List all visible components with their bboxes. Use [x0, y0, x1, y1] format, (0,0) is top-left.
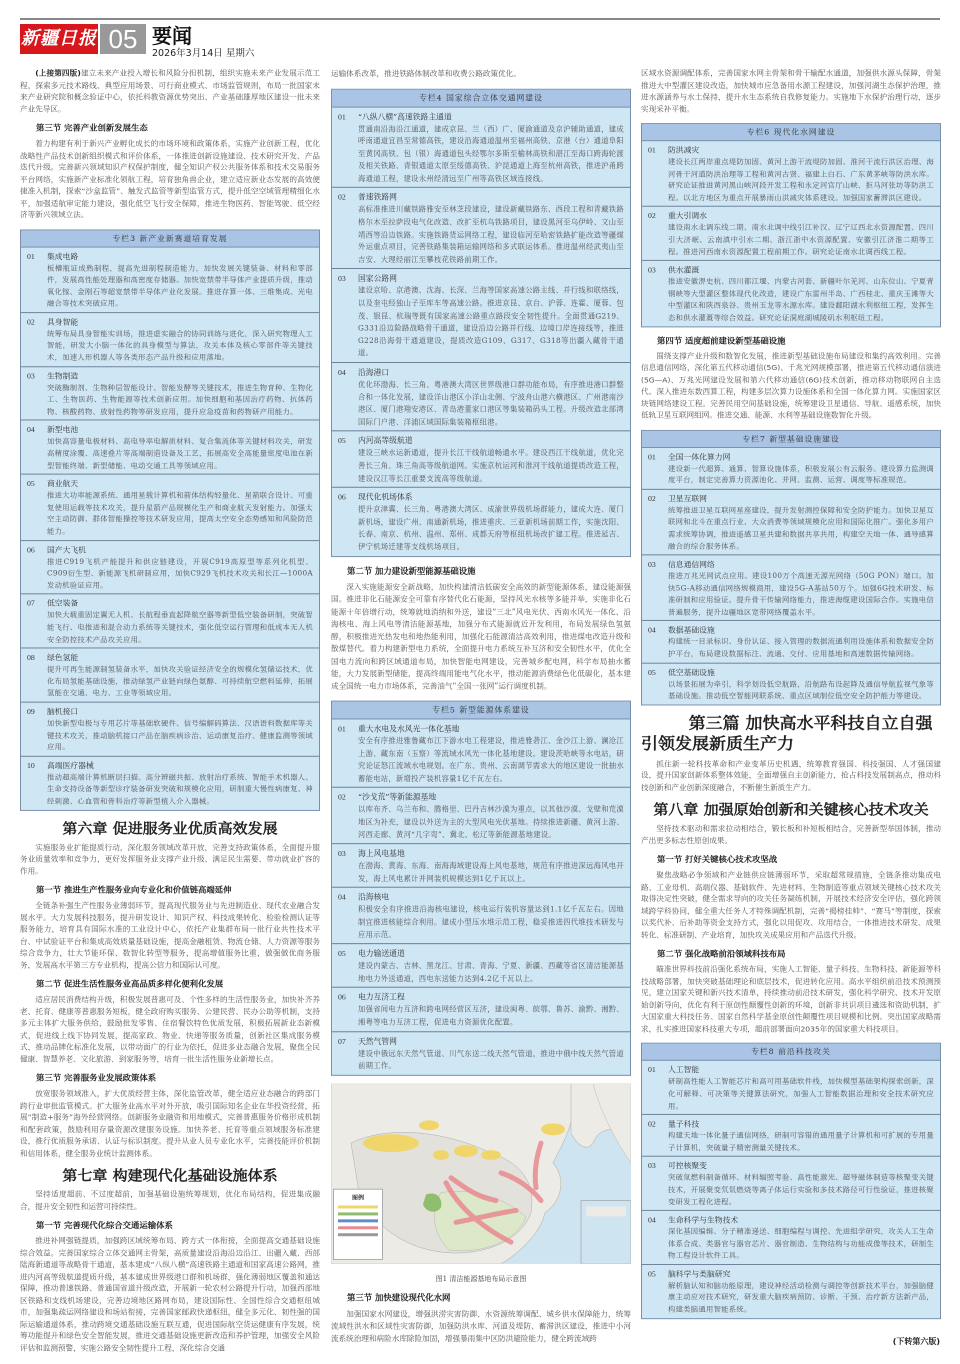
column-1 [20, 68, 320, 1356]
box-item [642, 448, 940, 490]
box-item-title: 量子科技 [668, 1119, 700, 1129]
box-item-text: 建设新一代超算、通算、智算设施体系，积极发展公有云服务。建设算力监测调度平台，制定完善算力资源池化、并网、监测、运营、调度等标准规范。 [668, 463, 934, 485]
box-item-number: 05 [338, 949, 346, 959]
box-item-heading [648, 624, 934, 636]
box-item-heading [648, 1160, 934, 1172]
box-item-number: 02 [338, 793, 346, 802]
map-legend [333, 1188, 383, 1259]
paragraph: 围绕支撑产业升级和数智化发展，推进新型基础设施布局建设和集约高效利用。完善信息通信网络，深化第五代移动通信(5G)、千兆光网规模部署，推进第五代移动通信演进(5G—A)、万兆光网建设发展和第六代移动通信(6G)技术创新，推动移动物联网自主迭代。深入推进东数西算工程，构建多层次算力设施体系和全国一体化算力网。实施国家区块链网络建设工程。完善民用空间基础设施，统筹建设卫星通信、导航、遥感系统，加快低轨卫星互联网组网。推进交通、能源、水利等基础设施数智化升级。 [641, 351, 941, 420]
solar-wind-base-6 [433, 1150, 449, 1160]
box-item [642, 621, 940, 663]
box-item [642, 555, 940, 621]
box-item-text: 安全有序推进雅鲁藏布江下游水电工程建设，推进雅砻江、金沙江上游、澜沧江上游、藏东南（玉察）等流域水风光一体化基地建设。建设茨哈峡等水电站，研究论证怒江流域水电规划。在广东、贵州、云南调节需求大的地区建设一批抽水蓄能电站，新增投产装机容量1亿千瓦左右。 [358, 736, 624, 783]
box-item [332, 888, 630, 944]
box-item-heading [338, 1035, 624, 1048]
box-item-number: 09 [27, 707, 35, 716]
box-item-number: 03 [338, 274, 346, 284]
box-item-number: 04 [648, 626, 656, 635]
box-item-number: 02 [648, 1119, 656, 1129]
box-item [642, 261, 940, 326]
box-item-number: 01 [648, 1065, 656, 1075]
box-item-heading [27, 544, 313, 556]
box-item-text: 构建天地一体化量子通信网络，研制可容错的通用量子计算机和可扩展的专用量子计算机，突破量子精密测量关键技术。 [668, 1131, 934, 1152]
box-item [21, 541, 319, 595]
box-item-heading [27, 598, 313, 610]
page-number: 05 [100, 24, 146, 54]
box-item-number: 05 [27, 479, 35, 489]
box-item-text: 解析脑认知和脑功能原理，建设神经活动检测与调控等创新技术平台，加强脑健康主动应对技术研究，研发重大脑疾病预防、诊断、干预、治疗新方法新产品，构建类脑通用智能系统。 [668, 1281, 934, 1314]
box-item [642, 1265, 940, 1318]
box-item-heading [27, 705, 313, 717]
box-item-heading [648, 1214, 934, 1226]
box-item [21, 367, 319, 421]
box-item-title: 脑科学与类脑研究 [668, 1269, 731, 1279]
box-item-heading [27, 759, 313, 771]
box-title: 专栏7 新型基础设施建设 [642, 430, 940, 447]
section-heading: 第三节 完善服务业发展政策体系 [36, 1073, 157, 1083]
box-item-title: 集成电路 [47, 251, 79, 261]
box-item-text: 加快新型电极与专用芯片等基础软硬件、信号编解码算法、汉语语料数据库等关键技术攻关，推动脑机接口产品在脑疾病诊治、运动康复治疗、健康监测等领域应用。 [47, 718, 313, 752]
box-item-text: 建设内蒙古、吉林、黑龙江、甘肃、青海、宁夏、新疆、西藏等省区清洁能源基地电力外送通道，西电东送能力达到4.2亿千瓦以上。 [358, 961, 624, 983]
box-item [332, 844, 630, 888]
paragraph: 运输体系改革，推进铁路体制改革和收费公路政策优化。 [331, 68, 521, 78]
box-item-heading [338, 991, 624, 1004]
box-item-number: 05 [338, 436, 346, 446]
box-item-text: 深化基因编辑、分子精准递送、细胞编程与调控、先进组学研究，攻关人工生命体系合成、类器官与器官芯片、器官制造、生物结构与功能成像等技术，研制生物工程设计软件工具。 [668, 1227, 934, 1260]
box-item-title: 信息通信网络 [668, 560, 715, 569]
box-item-title: 国家公路网 [358, 274, 397, 284]
box-item-number: 02 [27, 317, 35, 327]
box-item-title: 新型电池 [47, 425, 79, 435]
box-item-text: 在渤海、黄海、东海、南海海域建设海上风电基地，规范有序推进深远海风电开发，海上风电累计并网装机规模达到1亿千瓦以上。 [358, 861, 624, 883]
box-item-heading [338, 791, 624, 804]
solar-wind-base-1 [363, 1134, 419, 1152]
box-item-title: 电力输送通道 [358, 949, 405, 959]
lead-paragraph [20, 68, 320, 116]
box-item-number: 04 [338, 367, 346, 377]
box-item-number: 10 [27, 761, 35, 770]
column-3 [641, 68, 941, 1326]
box-item-heading [338, 847, 624, 860]
paragraph: 着力构建有利于新兴产业孵化成长的市场环境和政策体系，实施产业创新工程，优化战略性产品技术创新组织模式和评价体系，一体推进创新设施建设、技术研究开发、产品迭代升级。完善新兴领域知识产权保护制度，健全知识产权公共服务体系和技术交易服务平台网络，实施新产业标准化领航工程，培育独角兽企业，建立适应新业态发展的高效便捷准入机制，探索“沙盒监管”、触发式监管等新型监管方式，提升低空空域管理精细化水平，加强适航审定能力建设，强化低空飞行安全保障，推进生物医药、智能驾驶、低空经济等新兴领域立法。 [20, 139, 320, 220]
section-heading: 第二节 强化战略前沿领域科技布局 [657, 948, 786, 959]
solar-wind-base-5 [541, 1123, 565, 1135]
box-item-text: 推进C919飞机产能提升和供应链建设，开展C919高原型等系列化机型、C909衍生型、新能源飞机研制应用，加快C929飞机技术攻关和长江—1000A发动机验证应用。 [47, 556, 313, 590]
section-heading: 第一节 打好关键核心技术攻坚战 [657, 854, 778, 865]
masthead [20, 14, 940, 59]
box-item-heading [648, 450, 934, 462]
feature-box-4 [331, 88, 631, 556]
clean-energy-map [331, 1083, 631, 1263]
box-item-title: 国产大飞机 [47, 545, 86, 555]
box-item-number: 03 [27, 371, 35, 381]
box-item-text: 以库布齐、乌兰布和、腾格里、巴丹吉林沙漠为重点，以其他沙漠、戈壁和荒漠地区为补充，建设以外送为主的大型风电光伏基地。持续推进新疆、黄河上游、河西走廊、黄河“几字弯”、冀北、松辽等新能源基地建设。 [358, 804, 624, 839]
box-item-number: 04 [27, 425, 35, 435]
box-item-text: 优化环渤海、长三角、粤港澳大湾区世界级港口群功能布局，有序推进港口群整合和一体化发展，建设洋山港区小洋山北侧、宁波舟山港六横港区、广州港南沙港区、厦门港翔安港区、青岛港董家口港区等集装箱码头工程。升级改造北部湾国际门户港、洋浦区域国际集装箱枢纽港。 [358, 379, 624, 427]
box-item [642, 1211, 940, 1265]
box-item-number: 01 [648, 145, 656, 155]
box-item-title: 数据基础设施 [668, 626, 715, 635]
feature-box-6 [641, 123, 941, 327]
paragraph: 全链条补强生产性服务业薄弱环节，提高现代服务业与先进制造业、现代农业融合发展水平。大力发展科技服务，提升研发设计、知识产权、科技成果转化、检验检测认证等服务能力，培育具有国际水准的工业设计中心，依托产业集群布局一批行业共性技术平台、中试验证平台和集成高效质量基础设施，提高金融租赁、物流仓储、人力资源等服务综合竞争力，壮大节能环保、数智化转型等服务，提高增值服务比重，做强做优商务服务，发展高水平第三方专业机构，提高公信力和国际认可度。 [20, 901, 320, 970]
paragraph: 坚持技术驱动和需求拉动相结合，锻长板和补短板相结合，完善新型举国体制，推动产出更多标志性原创成果。 [641, 824, 941, 845]
box-item-text: 建设中俄远东天然气管道、川气东送二线天然气管道，推进中俄中线天然气管道前期工作。 [358, 1048, 624, 1071]
box-item-heading [27, 316, 313, 328]
box-item [642, 1157, 940, 1211]
box-item-heading [27, 651, 313, 663]
box-item [332, 719, 630, 788]
box-item-heading [27, 424, 313, 436]
section-heading: 第一节 推进生产性服务业向专业化和价值链高端延伸 [36, 885, 232, 895]
box-item-text: 突破氚燃料制备循环、材料辐照考验、高性能激光、超导磁体制造等核聚变关键技术，开展聚变氘氚燃烧等离子体运行实验和多技术路径可行性验证，推进核聚变研发工程化进程。 [668, 1173, 934, 1206]
box-item-text: 构建统一目录标识、身份认证、接入管理的数据流通利用设施体系和数据安全防护平台，布局建设数据标注、流通、交付、应用基地和高速数据传输网络。 [668, 637, 934, 659]
issue-date: 2026年3月14日 星期六 [152, 48, 255, 59]
box-item-text: 高标准推进川藏铁路雅安至林芝段建设，建设新藏铁路东、西段工程和青藏铁路格尔木至拉萨段电气化改造、改扩至杭乌铁路项目，建设黑河至乌伊岭、文山至靖西等沿边铁路。实施铁路货运网络工程，建设临河至哈密铁路扩能改造等疆煤外运重点项目，完善铁路集装箱运输网络和多式联运体系。推进温州经武夷山至吉安、大理经丽江至攀枝花铁路前期工作。 [358, 205, 624, 264]
box-item-title: 生物制造 [47, 371, 79, 381]
box-item-number: 05 [648, 668, 656, 677]
feature-box-7 [641, 430, 941, 706]
box-item-text: 推进大功率能源系统、通用星载计算机和箭体结构轻量化、星箭联合设计、可重复使用运载等技术攻关，提升星箭产品规模化生产和商业航天发射能力。加强太空主动防御、群体智能操控等技术研发应用，提高太空安全态势感知和风险防范能力。 [47, 490, 313, 536]
box-item-text: 提升京津冀、长三角、粤港澳大湾区、成渝世界级机场群能力，建成大连、厦门新机场，建设广州、南通新机场，推进重庆、三亚新机场前期工作，实施沈阳、长春、南京、杭州、温州、郑州、成都天府等枢纽机场改扩建工程。推进延吉、伊宁机场迁建等支线机场项目。 [358, 504, 624, 552]
box-item-number: 01 [338, 724, 346, 734]
box-item-number: 05 [648, 1269, 656, 1279]
box-item-text: 突破酶制剂、生物种层智能设计、智能发酵等关键技术，推进生物育种、生物化工、生物医药、生物能源等技术创新应用。加快细胞和基因治疗药物、抗体药物、核酸药物、放射性药物等研发应用，提升应急疫苗和药物研产用能力。 [47, 383, 313, 416]
box-item [21, 703, 319, 757]
box-item-title: 具身智能 [47, 317, 79, 327]
box-item-title: 海上风电基地 [358, 849, 405, 859]
box-item-number: 06 [27, 545, 35, 555]
box-item-text: 推动超高端计算机断层扫描、高分辨磁共振、放射治疗系统、智能手术机器人、生命支持设备等新型诊疗装备研发突破和规模化应用，研制重大慢性病康复、神经刺激、心血管和骨科治疗等新型植入介入器械。 [47, 772, 313, 806]
chapter-heading: 第七章 构建现代化基础设施体系 [62, 1167, 278, 1185]
box-item-heading [648, 666, 934, 678]
box-item-title: 绿色氢能 [47, 653, 79, 662]
paragraph: 区域水资源调配体系，完善国家水网主骨架和骨干输配水通道，加强供水源头保障，骨架推进大中型灌区建设改造，加快城市应急备用水源工程建设，加强河湖生态保护治理，推进水源涵养与水土保持，提升水生态系统自我修复能力。实施地下水保护治理行动，逐步实现采补平衡。 [641, 68, 941, 114]
box-item-title: 全国一体化算力网 [668, 452, 731, 461]
paragraph: 实施服务业扩能提质行动，深化服务领域改革开放，完善支持政策体系，全面提升服务业质量效率和竞争力，更好发挥服务业支撑产业升级、满足民生需要、带动就业扩容的作用。 [20, 842, 320, 876]
section-heading: 第三节 加快建设现代化水网 [347, 1292, 451, 1303]
box-title: 专栏6 现代化水网建设 [642, 124, 940, 141]
box-item-title: 生命科学与生物技术 [668, 1215, 739, 1225]
feature-box-5 [331, 701, 631, 1076]
box-item-text: 提升可再生能源制氢装备水平，加快攻关验证经济安全的规模化氢储运技术，优化布局氢能基础设施，推动绿氢产业链向绿色氨醇、可持续航空燃料延伸，拓展氢能在交通、电力、工业等领域应用。 [47, 664, 313, 698]
paragraph: 放宽服务领域准入，扩大优质经营主体，深化监管改革，健全适应业态融合的跨部门跨行业审批监管模式。扩大服务业高水平对外开放，吸引国际知名企业在华投资经营，拓展“制造+服务”海外经营网络。创新服务业融资和用地模式，完善普惠服务价格形成机制和配套政策，鼓励利用存量资源改建服务设施。加快养老、托育等重点领域服务标准建设，推行优质服务承诺、认证与标识制度。提升从业人员专业化水平，完善技能评价机制和信用体系，健全服务业统计监测体系。 [20, 1089, 320, 1158]
box-item [332, 432, 630, 488]
box-item-title: 低空基础设施 [668, 668, 715, 677]
box-item [332, 363, 630, 432]
box-item [642, 141, 940, 207]
paragraph: 适应居民消费结构升级，积极发展普惠可及、个性多样的生活性服务业，加快补齐养老、托育、健康等普惠服务短板，健全政府购买服务、公建民营、民办公助等机制，支持多元主体扩大服务供给，鼓励批发零售、住宿餐饮特色优质发展，积极拓展新业态新模式，促进线上线下协同发展，提高家政、物业、快递等服务质量，创新社区集成服务模式，推动品牌化标准化发展，以带动面广的行业为依托，促进多业态融合发展，聚焦全民健康、智慧养老、文化旅游、到家服务等，培育一批生活性服务业新增长点。 [20, 995, 320, 1064]
box-item-title: 供水灌溉 [668, 265, 700, 275]
box-item-heading [648, 1268, 934, 1280]
paragraph: 加强国家水网建设，增强洪涝灾害防御、水资源统筹调配、城乡供水保障能力，统筹流域性洪水和区域性灾害防御，加强防洪水库、河道及堤防、蓄滞洪区建设，推进中小河流系统治理和病险水库除险加固，增强暴雨集中区防洪避险能力，健全跨流域跨 [331, 1309, 631, 1343]
box-title: 专栏4 国家综合立体交通网建设 [332, 89, 630, 107]
section-heading: 第三节 完善产业创新发展生态 [36, 123, 148, 133]
legend-title: 图例 [351, 1194, 364, 1202]
box-item-heading [648, 264, 934, 276]
box-item [21, 595, 319, 649]
box-item-title: 人工智能 [668, 1065, 700, 1075]
box-item [21, 313, 319, 367]
box-item-heading [648, 144, 934, 156]
box-item [21, 649, 319, 703]
box-title: 专栏8 前沿科技攻关 [642, 1044, 940, 1061]
box-item-number: 03 [648, 560, 656, 569]
box-item [642, 207, 940, 261]
box-item [332, 269, 630, 363]
box-item-heading [648, 210, 934, 222]
box-item-title: 现代化机场体系 [358, 492, 413, 502]
box-item-number: 02 [648, 211, 656, 221]
box-item [21, 421, 319, 475]
box-item-heading [338, 491, 624, 504]
box-item-text: 建设三峡水运新通道，提升长江干线航道畅通水平。建设西江干线航道，优化完善长三角、珠三角高等级航道网。实施京杭运河和淮河干线航道提质改造工程，建设汉江等长江重要支流高等级航道。 [358, 448, 624, 483]
box-item-title: “八纵八横”高速铁路主通道 [358, 112, 452, 121]
box-item-text: 积极安全有序推进沿海核电建设，核电运行装机容量达到1.1亿千瓦左右。因地制宜推进核能综合利用。建成小型压水堆示范工程，稳妥推进四代堆技术研发与应用示范。 [358, 904, 624, 939]
section-title: 要闻 [152, 24, 192, 48]
box-item-text: 贯通南沿海沿江通道，建成京昆、兰（西）广、厦渝通道及京沪辅助通道，建成呼南通道宜昌至常德高铁，建设沿海通道温州至福州高铁、京港（台）通道阜阳至黄冈高铁、包（银）海通道包头经鄂尔多斯至榆林高铁和湛江至海口跨海轮渡及相关铁路、青银通道太原至绥德高铁、沪昆通道上海至杭州高铁，推进沪甬跨海通道工程，建设永州经清远至广州等高铁区域连接线。 [358, 123, 624, 183]
box-item-text: 建设长江两岸重点堤防加固、黄河上游干流堤防加固、淮河干流行洪区治理、海河骨干河道防洪治理等工程和黄河古贤、福建上白石、广东黄茅峡等防洪水库。研究论证推进黄河黑山峡河段开发工程和永定河官厅山峡、拒马河张坊等防洪工程。以北方地区为重点开展暴雨山洪减灾体系建设。加强国家蓄滞洪区建设。 [668, 157, 934, 202]
box-item-number: 07 [27, 599, 35, 608]
box-item-heading [338, 891, 624, 904]
box-title: 专栏3 新产业新赛道培育发展 [21, 230, 319, 247]
box-item-text: 加快高容量电极材料、高电导率电解质材料、复合集流体等关键材料攻关，研发高精度涂覆、高速叠片等高端制造设备及工艺，拓展高安全高能量密度电池在新型智能终端、新型储能、电动交通工具等领域应用。 [47, 437, 313, 470]
box-item-heading [648, 1064, 934, 1076]
box-title: 专栏5 新型能源体系建设 [332, 702, 630, 720]
box-item-text: 板槽瓶证成熟制程，提高先进制程制造能力，加快发展关键装备、材料和零部件，发展高性能处理器和高密度存储器。加快宽禁带半导体产业提质升级，推动氧化镓、金刚石等超宽禁带半导体产业化发展。推进存算一体、三维集成、光电融合等技术突破应用。 [47, 263, 313, 308]
part-heading: 第三篇 加快高水平科技自立自强 引领发展新质生产力 [641, 713, 933, 754]
box-item-number: 03 [648, 265, 656, 275]
box-item-number: 01 [338, 112, 346, 121]
box-item-heading [338, 722, 624, 735]
newspaper-logo: 新疆日报 [20, 24, 98, 54]
box-item-heading [338, 272, 624, 285]
paragraph: 抓住新一轮科技革命和产业变革历史机遇，统筹教育强国、科技强国、人才强国建设，提升国家创新体系整体效能，全面增强自主创新能力，抢占科技发展制高点，推动科技创新和产业创新深度融合，不断催生新质生产力。 [641, 759, 941, 792]
box-item [642, 490, 940, 556]
box-item [642, 1115, 940, 1157]
box-item-heading [648, 1118, 934, 1130]
paragraph: 瞄准世界科技前沿强化系统布局，实施人工智能、量子科技、生物科技、新能源等科技战略部署，加快突破基础理论和底层技术，促进转化应用。高水平组织前沿技术预测预见，建立国家关键和新兴技术清单，持续推动前沿技术研发，强化科学研究、技术开发原始创新导向，优化有利于原创性颠覆性创新的环境，创新非共识项目遴选和资助机制，扩大国家重大科技任务、国家自然科学基金原创性颠覆性项目规模和比例。突出国家战略需求，扎实推进国家科技重大专项，超前部署面向2035年的国家重大科技项目。 [641, 965, 941, 1034]
box-item-heading [648, 492, 934, 504]
box-item-heading [338, 110, 624, 123]
box-item-heading [648, 558, 934, 570]
section-heading: 第一节 完善现代化综合交通运输体系 [36, 1220, 173, 1230]
box-item [332, 988, 630, 1032]
box-item-title: 低空装备 [47, 599, 79, 608]
box-item [332, 488, 630, 556]
section-heading: 第二节 促进生活性服务业高品质多样化便利化发展 [36, 979, 224, 989]
section-heading: 第四节 适度超前建设新型基础设施 [657, 335, 786, 345]
box-item-text: 统筹布局具身智能实训场，推进虚实融合的协同训练与进化，深入研究物理人工智能，研发大小脑一体化的具身模型与算法，攻关本体及核心零部件等关键技术，加速人形机器人等各类形态产品升级和应用落地。 [47, 329, 313, 362]
box-item-number: 08 [27, 653, 35, 662]
box-item-number: 06 [338, 993, 346, 1002]
paragraph: 推进补网强链提质，加强跨区域统筹布局、跨方式一体衔接，全面提高交通基础设施综合效益。完善国家综合立体交通网主骨架，高质量建设沿海沿边沿江、出疆入藏、西部陆海新通道等战略骨干通道，基本建成“八纵八横”高速铁路主通道和国家高速公路网，推进内河高等级航道提质升级，基本建成世界级港口群和机场群，强化薄弱地区覆盖和通达保障，推动普速铁路、普通国省道升级改造，开展新一轮农村公路提升行动，加强西部地区铁路和支线机场建设，完善边境地区路网布局，建设国际性、全国性综合交通枢纽城市，加强集疏运网络建设和场站衔接，完善国家邮政快递枢纽，健全多元化、韧性强的国际运输通道体系，推动跨境交通基础设施互联互通，促进国际航空货运健康有序发展，统筹功能提升和绿色安全智能发展，推进交通基础设施更新改造和养护管理，加强安全风险评估和监测预警，实施公路安全韧性提升工程，深化综合交通 [20, 1236, 320, 1352]
box-item-text: 建设南水北调东线二期、南水北调中线引江补汉、辽宁辽西北水资源配置、四川引大济岷、云南滇中引水二期、浙江浙中水资源配置、安徽引江济淮二期等工程。推进河西南水资源配置工程前期工作。研究论证南水北调西线工程。 [668, 223, 934, 256]
box-item-number: 03 [338, 849, 346, 859]
box-item [332, 107, 630, 188]
box-item-number: 01 [648, 452, 656, 461]
column-2 [331, 68, 631, 1347]
box-item [21, 756, 319, 809]
solar-wind-base-2 [419, 1120, 439, 1130]
feature-box-8 [641, 1043, 941, 1319]
box-item-number: 03 [648, 1161, 656, 1171]
box-item-text: 加强省间电力互济和跨电网经营区互济，建设闽粤、皖鄂、鲁苏、渝黔、湘黔、湘粤等电力互济工程，促进电力资源优化配置。 [358, 1004, 624, 1027]
chapter-heading: 第六章 促进服务业优质高效发展 [62, 819, 278, 838]
box-item [642, 663, 940, 704]
box-item-number: 06 [338, 492, 346, 502]
box-item [642, 1061, 940, 1115]
box-item-text: 加快大载重固定翼无人机、长航程垂直起降航空器等新型低空装备研制，突破智能飞行、电推进和混合动力系统等关键技术，强化低空运行管理和低成本无人机安全防控技术产品攻关应用。 [47, 610, 313, 644]
feature-box-3 [20, 229, 320, 810]
box-item-title: 沿海核电 [358, 893, 390, 902]
box-item-text: 推进万兆光网试点应用。建设100万个高速无源光网络（50G PON）端口。加快5G-A移动通信网络规模商用，建设5G-A基站50万个。加强6G技术研发、标准研制和应用验证。提升骨干传输网络能力，推进海缆建设国际合作。实施电信普遍服务，提升边疆地区宽带网络覆盖水平。 [668, 571, 934, 617]
continued-from-label: (上接第四版) [35, 68, 81, 78]
box-item [21, 247, 319, 313]
box-item-heading [27, 250, 313, 262]
box-item-heading [338, 947, 624, 960]
paragraph: 深入实施能源安全新战略，加快构建清洁低碳安全高效的新型能源体系，建设能源强国。推进非化石能源安全可靠有序替代化石能源，坚持风光水核等多能并举，实施非化石能源十年倍增行动，统筹就地消纳和外送，建设“三北”风电光伏、西南水风光一体化、沿海核电、海上风电等清洁能源基地，加强分布式能源就近开发利用，布局发展绿色氢氨醇，积极推进光热发电和地热能利用，加强化石能源清洁高效利用，推进煤电改造升级和散煤替代。着力构建新型电力系统，全面提升电力系统互补互济和安全韧性水平，优化全国电力流向和跨区域通道布局，加快智能电网建设，完善城乡配电网，科学布局抽水蓄能，大力发展新型储能，提高终端用能电气化水平，推动能源消费绿色化低碳化，基本建成全国统一电力市场体系，完善油气“全国一张网”运行调度机制。 [331, 582, 631, 691]
box-item-heading [27, 370, 313, 382]
box-item-title: 重大水电及水风光一体化基地 [358, 724, 460, 734]
box-item [332, 1032, 630, 1075]
box-item-text: 推进安徽淠史杭、四川都江堰、内蒙古河套、新疆叶尔羌河、山东位山、宁夏青铜峡等大型灌区整体现代化改造，建设广东雷州半岛、广西桂北、重庆玉滩等大中型灌区和陕西泉谷、贵州玉龙等水源水库。建设鄱阳湖水利枢纽工程，发挥生态和供水灌溉等综合效益。研究论证洞庭湖城陵矶水利枢纽工程。 [668, 277, 934, 322]
box-item-number: 04 [338, 893, 346, 902]
box-item-title: 防洪减灾 [668, 145, 700, 155]
paragraph: 坚持适度超前、不过度超前，加强基础设施统筹规划，优化布局结构，促进集成融合，提升安全韧性和运营可持续性。 [20, 1189, 320, 1211]
box-item-title: 沿海港口 [358, 367, 390, 377]
box-item-title: 脑机接口 [47, 707, 79, 716]
box-item-title: 可控核聚变 [668, 1161, 707, 1171]
box-item-number: 02 [338, 193, 346, 203]
box-item [332, 188, 630, 269]
lead-text: 建立未来产业投入增长和风险分担机制，组织实施未来产业发展示范工程，探索多元技术路线、典型应用场景、可行商业模式、市场监管规则，布局一批国家未来产业研究院和概念验证中心，依托科教资源优势突出、产业基础雄厚地区建设一批未来产业先导区。 [20, 68, 320, 114]
box-item-title: 天然气管网 [358, 1036, 397, 1046]
box-item-title: 重大引调水 [668, 211, 707, 221]
box-item-title: 高端医疗器械 [47, 761, 94, 770]
box-item-title: 卫星互联网 [668, 494, 707, 503]
box-item [332, 944, 630, 988]
box-item-title: 普速铁路网 [358, 193, 397, 203]
box-item-title: 电力互济工程 [358, 993, 405, 1002]
chapter-heading: 第八章 加强原始创新和关键核心技术攻关 [653, 801, 929, 819]
box-item-text: 建设京哈、京港澳、沈海、长深、兰海等国家高速公路主线、并行线和联络线，以及奎屯经独山子至库车等高速公路。推进京昆、京台、沪蓉、连霍、厦蓉、包茂、银昆、杭瑞等既有国家高速公路重点路段安全韧性提升。全面贯通G219、G331沿边险路战略骨干通道，建设沿边公路并行线、边境口岸连接线等，推进G228沿海骨干通道建设，提质改造G109、G317、G318等出疆入藏骨干通道。 [358, 286, 624, 358]
box-item-number: 01 [27, 251, 35, 261]
box-item-text: 研制高性能人工智能芯片和高可用基础软件栈，加快模型基础架构探索创新，深化可解释、可决策等关键算法研究，加强人工智能数据治理和安全技术研究应用。 [668, 1077, 934, 1110]
box-item-heading [338, 366, 624, 379]
box-item-heading [338, 191, 624, 204]
continued-on-label: (下转第六版) [892, 1337, 940, 1346]
box-item-heading [338, 435, 624, 448]
box-item [332, 788, 630, 844]
map-caption: 图1 清洁能源基地布局示意图 [435, 1274, 527, 1283]
box-item-heading [27, 478, 313, 490]
solar-wind-base-4 [481, 1150, 501, 1160]
box-item-number: 04 [648, 1215, 656, 1225]
paragraph: 聚焦战略必争领域和产业链供应链薄弱环节，采取超常规措施，全链条推动集成电路、工业母机、高端仪器、基础软件、先进材料、生物制造等重点领域关键核心技术攻关取得决定性突破，健全需求导向的攻关任务凝练机制，开展技术经济安全评估，强化跨领域跨学科协同，健全重大任务人才特殊调配机制，完善“揭榜挂帅”、“赛马”等制度，探索以奖代补、后补助等资金支持方式，强化以用促攻、攻用结合，一体推进技术研发、成果转化、标准研制、产业培育，加快攻关成果应用和产品迭代升级。 [641, 871, 941, 940]
box-item-text: 统筹推进卫星互联网星座建设，提升发射测控保障和安全防护能力。加快卫星互联网和北斗在重点行业、大众消费等领域规模化应用和国际化推广。强化多用户需求统筹协调，推进遥感卫星共建和数据共享共用，构建空天地一体、通导感算融合的综合服务体系。 [668, 505, 934, 551]
box-item-text: 以场景拓展为牵引，科学划设低空航路，沿航路布设起降及通信导航监视气象等基础设施。推动低空智能网联系统、重点区域制位低空安全防护能力等建设。 [668, 679, 934, 700]
box-item [21, 475, 319, 541]
solar-wind-base-3 [454, 1145, 478, 1157]
box-item-title: 商业航天 [47, 479, 79, 489]
box-item-number: 07 [338, 1036, 346, 1046]
box-item-title: 内河高等级航道 [358, 436, 413, 446]
section-heading: 第二节 加力建设新型能源基础设施 [347, 565, 476, 576]
box-item-number: 02 [648, 494, 656, 503]
box-item-title: “沙戈荒”等新能源基地 [358, 793, 437, 802]
